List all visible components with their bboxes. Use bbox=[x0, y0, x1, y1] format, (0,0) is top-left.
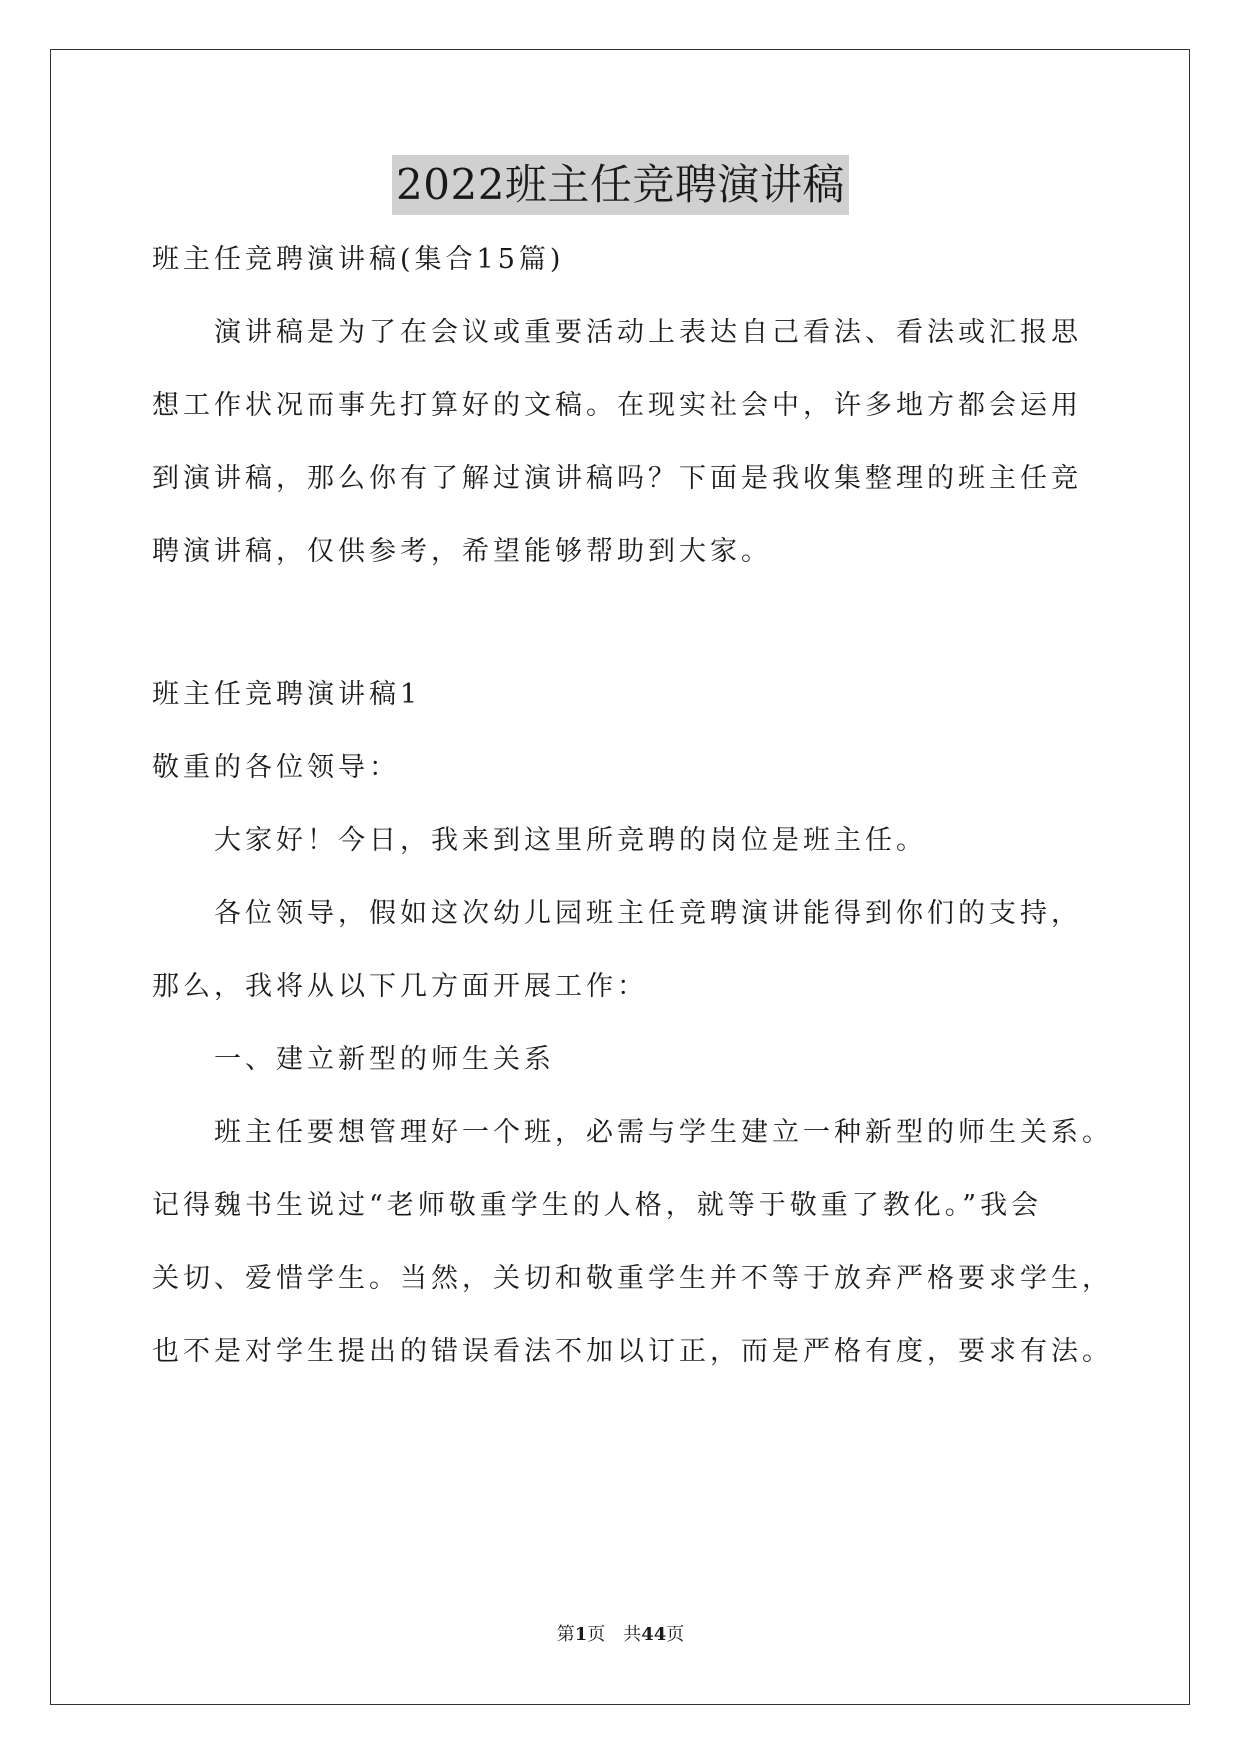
salutation-line: 敬重的各位领导： bbox=[152, 752, 400, 783]
section-heading: 班主任竞聘演讲稿1 bbox=[152, 679, 422, 710]
footer-prefix: 第 bbox=[556, 1624, 575, 1645]
page-border bbox=[50, 49, 1190, 1705]
page-footer bbox=[0, 1622, 1241, 1648]
footer-mid: 页 共 bbox=[587, 1624, 642, 1645]
subsection-heading: 一、建立新型的师生关系 bbox=[214, 1044, 555, 1075]
paragraph-line: 想工作状况而事先打算好的文稿。在现实社会中，许多地方都会运用 bbox=[152, 390, 1082, 421]
paragraph-line: 记得魏书生说过“老师敬重学生的人格，就等于敬重了教化。”我会 bbox=[152, 1190, 1043, 1221]
footer-total-pages: 44 bbox=[641, 1624, 667, 1645]
paragraph-line: 那么，我将从以下几方面开展工作： bbox=[152, 971, 648, 1002]
paragraph-line: 大家好！今日，我来到这里所竞聘的岗位是班主任。 bbox=[214, 825, 927, 856]
footer-suffix: 页 bbox=[666, 1624, 685, 1645]
paragraph-line: 也不是对学生提出的错误看法不加以订正，而是严格有度，要求有法。 bbox=[152, 1336, 1113, 1367]
paragraph-line: 班主任要想管理好一个班，必需与学生建立一种新型的师生关系。 bbox=[214, 1117, 1113, 1148]
document-title-row bbox=[0, 155, 1241, 215]
paragraph-line: 关切、爱惜学生。当然，关切和敬重学生并不等于放弃严格要求学生， bbox=[152, 1263, 1113, 1294]
document-title: 2022班主任竞聘演讲稿 bbox=[392, 155, 849, 215]
paragraph-line: 演讲稿是为了在会议或重要活动上表达自己看法、看法或汇报思 bbox=[214, 317, 1082, 348]
footer-page-number: 1 bbox=[574, 1624, 588, 1645]
paragraph-line: 到演讲稿，那么你有了解过演讲稿吗？下面是我收集整理的班主任竞 bbox=[152, 463, 1082, 494]
paragraph-line: 各位领导，假如这次幼儿园班主任竞聘演讲能得到你们的支持， bbox=[214, 898, 1082, 929]
subtitle-line: 班主任竞聘演讲稿(集合15篇) bbox=[152, 244, 565, 275]
paragraph-line: 聘演讲稿，仅供参考，希望能够帮助到大家。 bbox=[152, 536, 772, 567]
